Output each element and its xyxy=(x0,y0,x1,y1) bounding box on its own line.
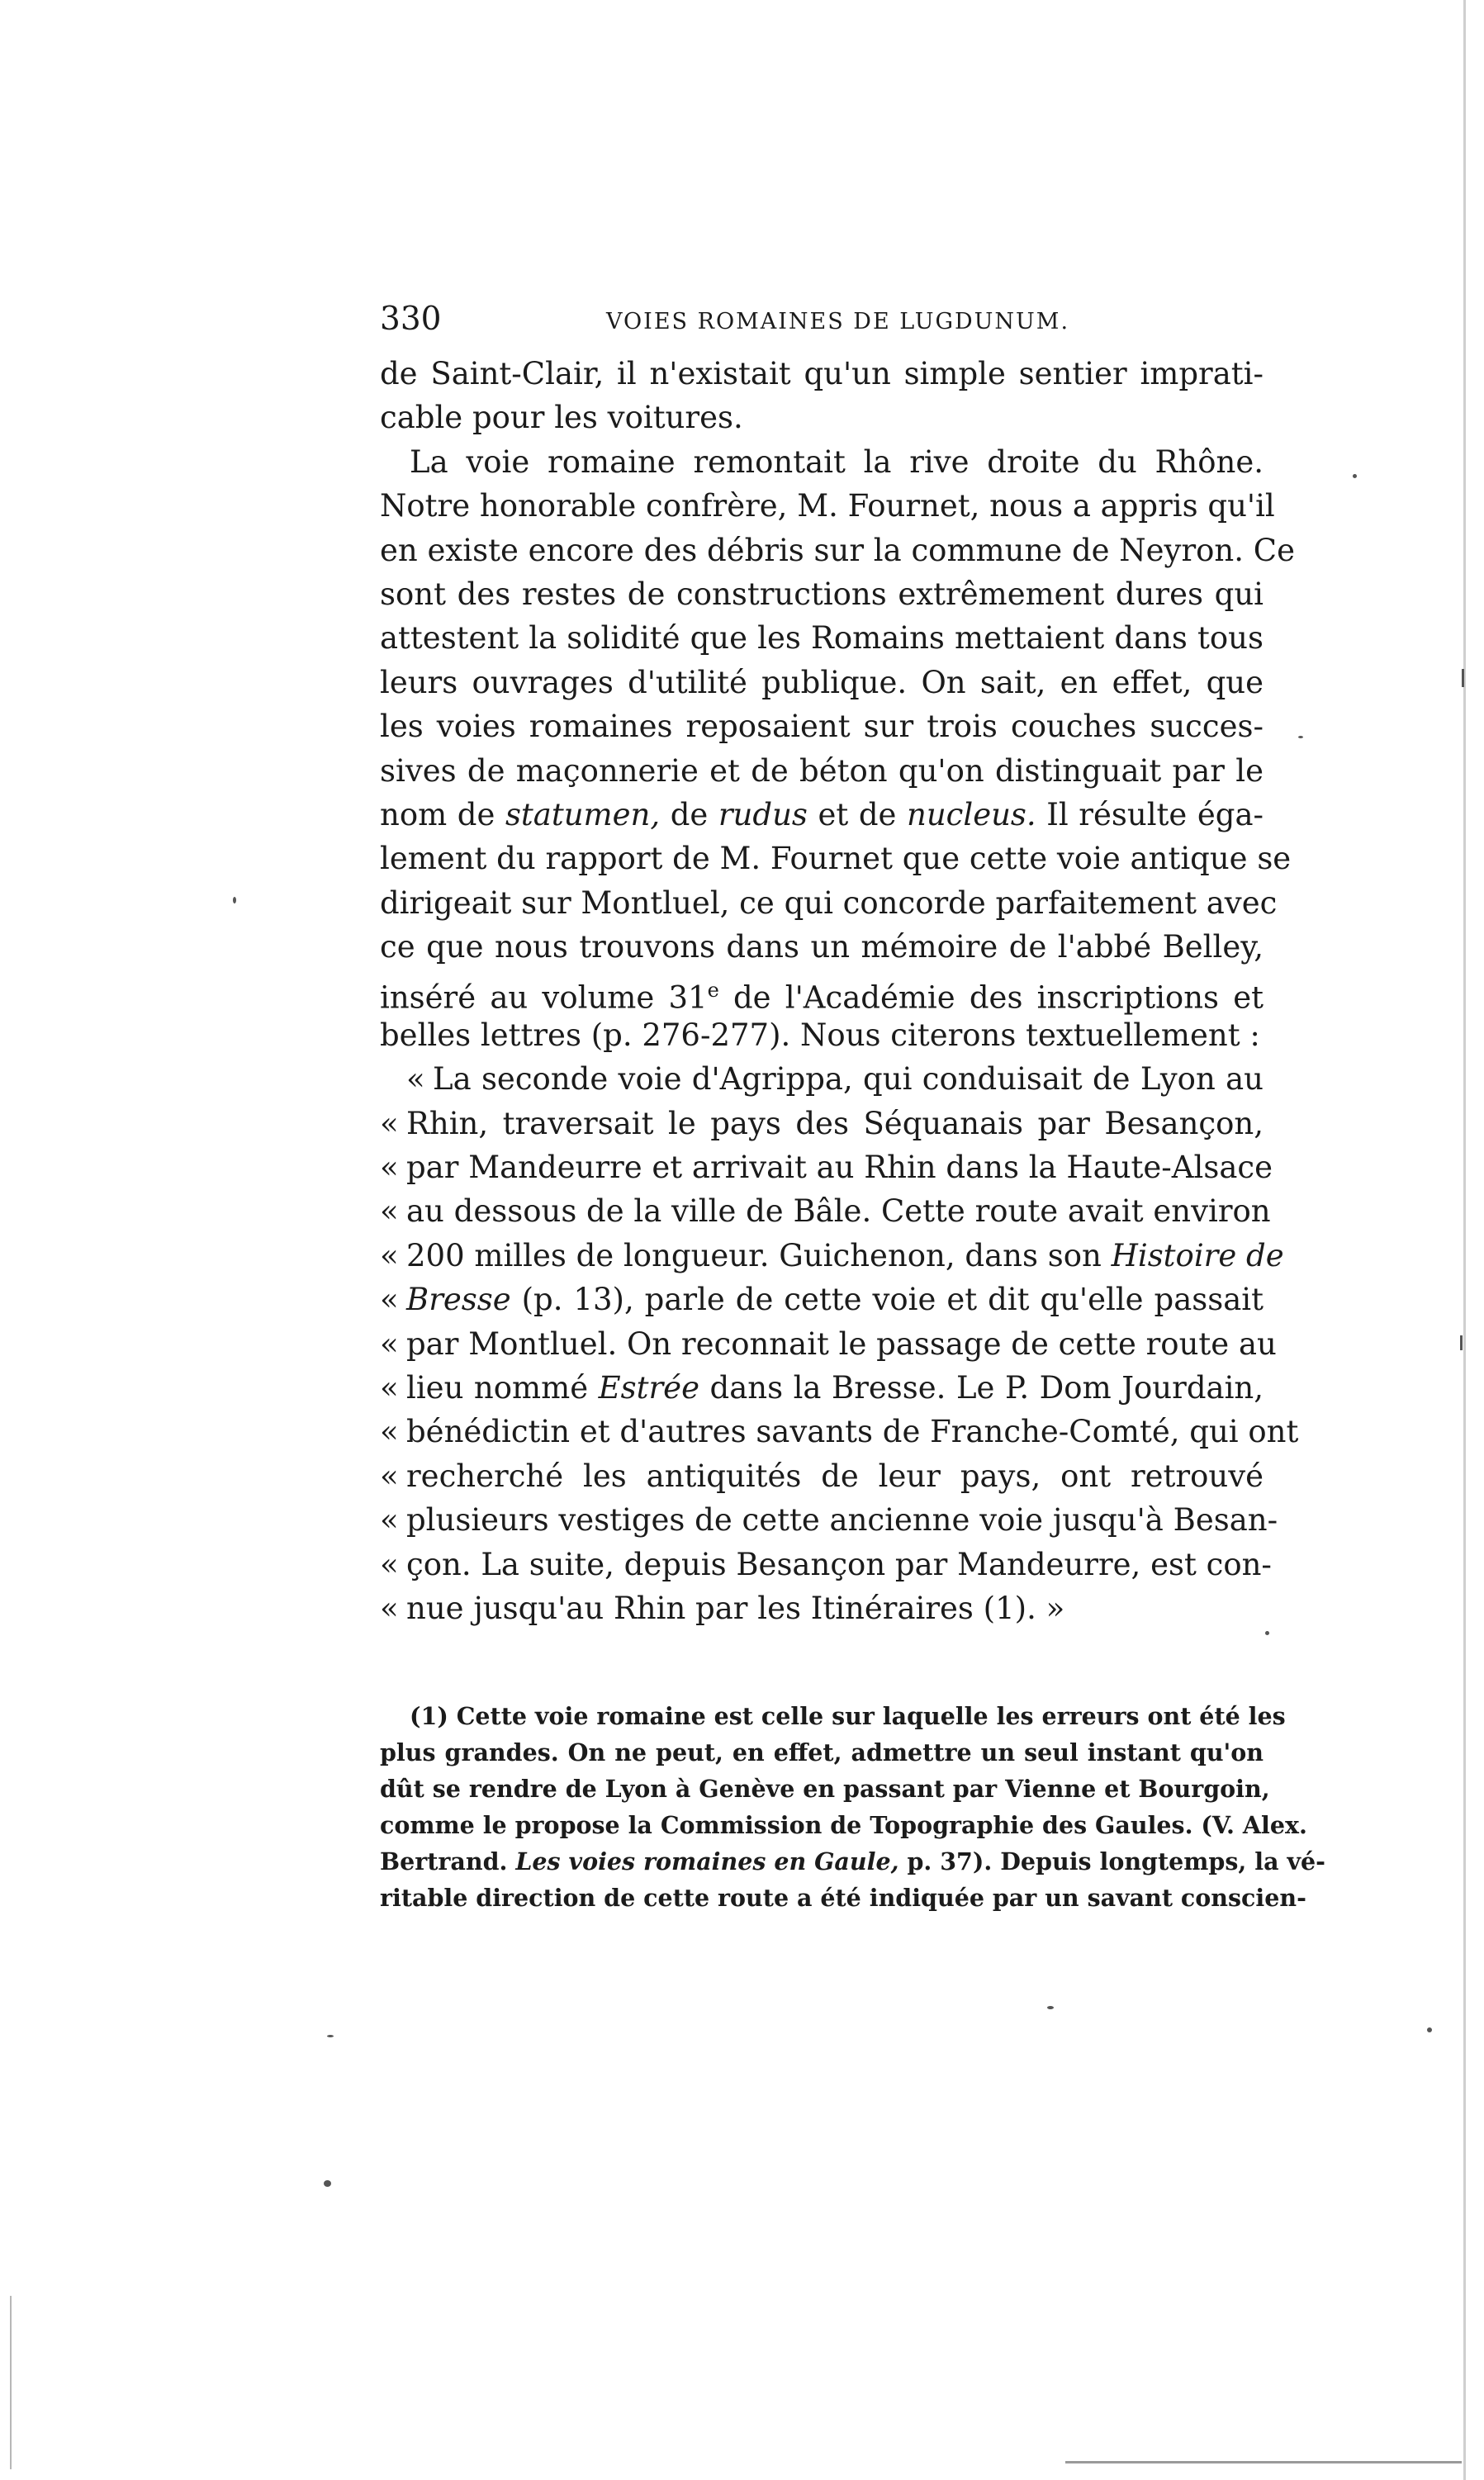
quote-mark: « xyxy=(380,1502,399,1539)
book-title: Bresse xyxy=(406,1282,511,1318)
text-line xyxy=(380,793,1264,837)
text-run: La seconde voie d'Agrippa, qui conduisait de Lyon au xyxy=(433,1061,1264,1098)
footnote-line: dût se rendre de Lyon à Genève en passant par Vienne et Bourgoin, xyxy=(380,1775,1270,1803)
running-title: VOIES ROMAINES DE LUGDUNUM. xyxy=(606,309,1070,334)
quote-mark: « xyxy=(380,1105,399,1141)
text-run: Il résulte éga- xyxy=(1036,796,1264,832)
quote-mark: « xyxy=(406,1061,425,1098)
scan-speck xyxy=(1353,474,1357,478)
scan-speck xyxy=(1265,1631,1269,1635)
quote-line xyxy=(380,1586,1264,1630)
quote-line xyxy=(380,1366,1264,1410)
text-run: lieu nommé xyxy=(406,1369,599,1406)
quote-mark: « xyxy=(380,1325,399,1362)
scan-speck xyxy=(1298,736,1303,738)
text-run: nue jusqu'au Rhin par les Itinéraires (1). » xyxy=(406,1590,1065,1626)
text-run: p. 37). Depuis longtemps, la vé- xyxy=(898,1847,1325,1875)
text-line xyxy=(380,969,1264,1016)
scan-margin-mark xyxy=(10,2296,12,2469)
scan-speck xyxy=(324,2180,331,2187)
quote-line xyxy=(380,1057,1264,1101)
text-line: Notre honorable confrère, M. Fournet, nous a appris qu'il xyxy=(380,488,1275,524)
quote-line xyxy=(380,1410,1299,1453)
page-number: 330 xyxy=(380,301,442,338)
text-line: ce que nous trouvons dans un mémoire de l'abbé Belley, xyxy=(380,929,1264,965)
quote-mark: « xyxy=(380,1237,399,1273)
text-run: nom de xyxy=(380,796,505,832)
quote-mark: « xyxy=(380,1193,399,1230)
latin-term: nucleus. xyxy=(906,796,1036,832)
text-run: (p. 13), parle de cette voie et dit qu'elle passait xyxy=(510,1282,1264,1318)
text-run: dans la Bresse. Le P. Dom Jourdain, xyxy=(699,1369,1264,1406)
text-line: belles lettres (p. 276-277). Nous citerons textuellement : xyxy=(380,1017,1260,1053)
latin-term: statumen, xyxy=(505,796,661,832)
text-run: de l'Académie des inscriptions et xyxy=(718,979,1264,1016)
text-line: en existe encore des débris sur la commune de Neyron. Ce xyxy=(380,532,1295,568)
place-name: Estrée xyxy=(598,1369,699,1406)
superscript: e xyxy=(707,979,719,1003)
body-text xyxy=(380,352,1299,1630)
text-run: de xyxy=(660,796,718,832)
text-line: sives de maçonnerie et de béton qu'on distinguait par le xyxy=(380,752,1264,789)
quote-line xyxy=(380,1454,1264,1498)
quote-line xyxy=(380,1189,1271,1233)
text-run: 200 milles de longueur. Guichenon, dans son xyxy=(406,1237,1112,1273)
text-run: par Mandeurre et arrivait au Rhin dans la Haute-Alsace xyxy=(406,1150,1273,1186)
scan-speck xyxy=(1462,669,1464,687)
running-head xyxy=(380,299,1288,349)
quote-line xyxy=(380,1145,1273,1189)
page-edge-bottom xyxy=(1065,2461,1462,2463)
latin-term: rudus xyxy=(718,796,808,832)
book-title: Histoire de xyxy=(1111,1237,1284,1273)
scan-speck xyxy=(233,897,236,903)
scan-speck xyxy=(1047,2006,1054,2009)
quote-line xyxy=(380,1322,1277,1366)
footnote-line: (1) Cette voie romaine est celle sur laquelle les erreurs ont été les xyxy=(410,1702,1286,1730)
text-run: çon. La suite, depuis Besançon par Mandeurre, est con- xyxy=(406,1546,1272,1582)
text-run: plusieurs vestiges de cette ancienne voie jusqu'à Besan- xyxy=(406,1502,1278,1539)
quote-mark: « xyxy=(380,1150,399,1186)
text-run: Bertrand. xyxy=(380,1847,516,1875)
quote-mark: « xyxy=(380,1590,399,1626)
text-run: et de xyxy=(807,796,907,832)
text-run: Rhin, traversait le pays des Séquanais par Besançon, xyxy=(406,1105,1264,1141)
text-line: de Saint-Clair, il n'existait qu'un simple sentier imprati- xyxy=(380,356,1264,391)
text-run: inséré au volume 31 xyxy=(380,979,708,1016)
text-run: par Montluel. On reconnait le passage de cette route au xyxy=(406,1325,1277,1362)
quote-line xyxy=(380,1102,1264,1145)
text-line: cable pour les voitures. xyxy=(380,400,743,436)
scan-speck xyxy=(1427,2027,1432,2032)
text-line: lement du rapport de M. Fournet que cette voie antique se xyxy=(380,841,1292,877)
footnote-line: ritable direction de cette route a été indiquée par un savant conscien- xyxy=(380,1884,1306,1912)
quote-mark: « xyxy=(380,1282,399,1318)
quote-mark: « xyxy=(380,1546,399,1582)
text-line: leurs ouvrages d'utilité publique. On sait, en effet, que xyxy=(380,664,1264,700)
text-line: sont des restes de constructions extrêmement dures qui xyxy=(380,576,1264,612)
scan-speck xyxy=(1460,1335,1463,1350)
footnote xyxy=(380,1698,1325,1916)
scan-speck xyxy=(327,2035,334,2037)
text-line: les voies romaines reposaient sur trois couches succes- xyxy=(380,709,1264,745)
page-edge-right xyxy=(1463,0,1466,2480)
footnote-line: plus grandes. On ne peut, en effet, admettre un seul instant qu'on xyxy=(380,1738,1264,1766)
quote-line xyxy=(380,1278,1264,1321)
book-title: Les voies romaines en Gaule, xyxy=(515,1847,899,1875)
quote-line xyxy=(380,1498,1278,1542)
quote-line xyxy=(380,1234,1284,1278)
quote-line xyxy=(380,1543,1272,1586)
text-run: recherché les antiquités de leur pays, ont retrouvé xyxy=(406,1458,1264,1494)
text-run: bénédictin et d'autres savants de Franche-Comté, qui ont xyxy=(406,1414,1299,1450)
footnote-line: comme le propose la Commission de Topographie des Gaules. (V. Alex. xyxy=(380,1811,1307,1839)
text-line: dirigeait sur Montluel, ce qui concorde parfaitement avec xyxy=(380,884,1278,921)
quote-mark: « xyxy=(380,1458,399,1494)
text-line: attestent la solidité que les Romains mettaient dans tous xyxy=(380,620,1264,657)
text-line: La voie romaine remontait la rive droite du Rhône. xyxy=(410,443,1264,480)
footnote-line xyxy=(380,1843,1325,1880)
quote-mark: « xyxy=(380,1369,399,1406)
quote-mark: « xyxy=(380,1414,399,1450)
text-run: au dessous de la ville de Bâle. Cette route avait environ xyxy=(406,1193,1271,1230)
